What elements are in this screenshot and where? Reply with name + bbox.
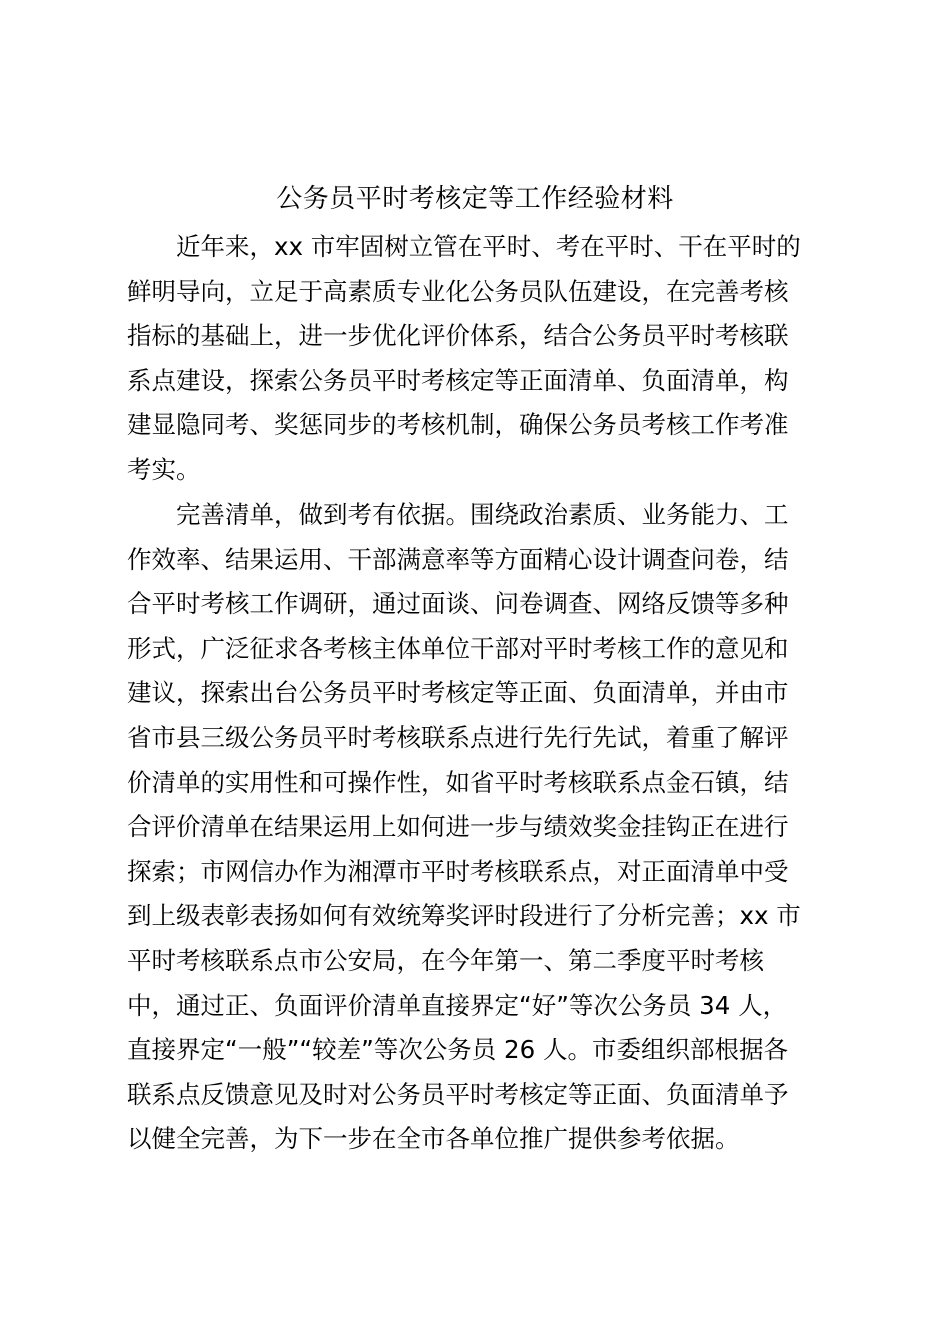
paragraph-line: 联系点反馈意见及时对公务员平时考核定等正面、负面清单予 <box>127 1079 789 1109</box>
paragraph-line: 形式，广泛征求各考核主体单位干部对平时考核工作的意见和 <box>127 633 789 663</box>
paragraph-line: 合平时考核工作调研，通过面谈、问卷调查、网络反馈等多种 <box>127 589 789 619</box>
paragraph-line: 到上级表彰表扬如何有效统筹奖评时段进行了分析完善；xx 市 <box>127 901 801 931</box>
paragraph-line: 指标的基础上，进一步优化评价体系，结合公务员平时考核联 <box>127 321 789 351</box>
paragraph-line: 鲜明导向，立足于高素质专业化公务员队伍建设，在完善考核 <box>127 276 789 306</box>
paragraph-line: 价清单的实用性和可操作性，如省平时考核联系点金石镇，结 <box>127 767 789 797</box>
paragraph-line: 平时考核联系点市公安局，在今年第一、第二季度平时考核 <box>127 945 764 975</box>
paragraph-line: 省市县三级公务员平时考核联系点进行先行先试，着重了解评 <box>127 722 789 752</box>
paragraph-line: 作效率、结果运用、干部满意率等方面精心设计调查问卷，结 <box>127 544 789 574</box>
paragraph-line: 建议，探索出台公务员平时考核定等正面、负面清单，并由市 <box>127 678 789 708</box>
paragraph-2 <box>127 493 827 1162</box>
paragraph-line: 考实。 <box>127 454 201 484</box>
paragraph-line: 合评价清单在结果运用上如何进一步与绩效奖金挂钩正在进行 <box>127 812 789 842</box>
paragraph-line: 以健全完善，为下一步在全市各单位推广提供参考依据。 <box>127 1124 740 1154</box>
paragraph-line: 系点建设，探索公务员平时考核定等正面清单、负面清单，构 <box>127 365 789 395</box>
paragraph-line: 直接界定“一般”“较差”等次公务员 26 人。市委组织部根据各 <box>127 1035 789 1065</box>
paragraph-1 <box>127 225 827 493</box>
paragraph-line: 探索；市网信办作为湘潭市平时考核联系点，对正面清单中受 <box>127 856 789 886</box>
paragraph-line: 完善清单，做到考有依据。围绕政治素质、业务能力、工 <box>127 500 789 529</box>
paragraph-line: 中，通过正、负面评价清单直接界定“好”等次公务员 34 人， <box>127 990 788 1020</box>
paragraph-line: 建显隐同考、奖惩同步的考核机制，确保公务员考核工作考准 <box>127 410 789 440</box>
document-title: 公务员平时考核定等工作经验材料 <box>276 184 674 214</box>
paragraph-line: 近年来，xx 市牢固树立管在平时、考在平时、干在平时的 <box>127 232 801 261</box>
